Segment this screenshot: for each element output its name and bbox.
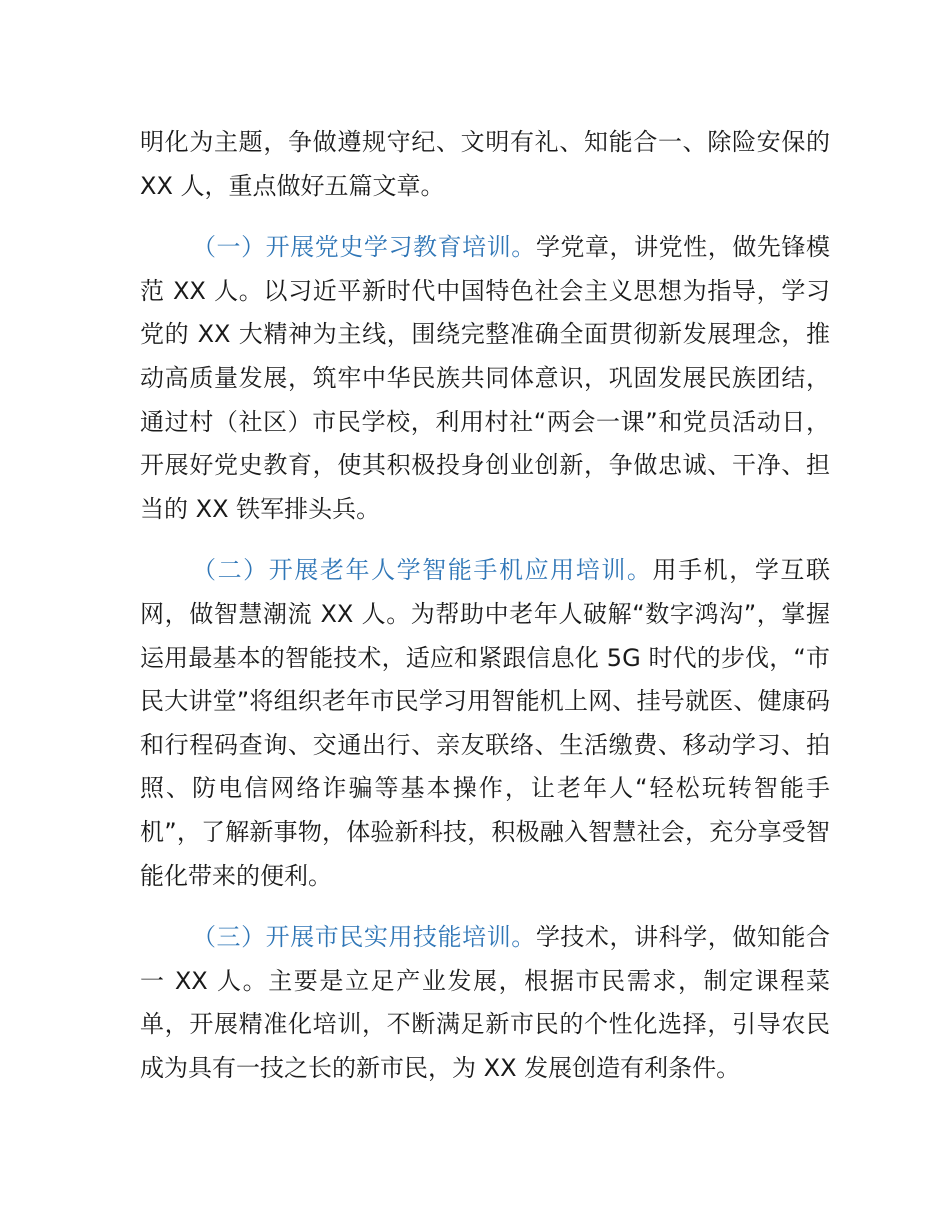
paragraph-body: 用手机，学互联网，做智慧潮流 XX 人。为帮助中老年人破解“数字鸿沟”，掌握运用最基本的智能技术，适应和紧跟信息化 5G 时代的步伐，“市民大讲堂”将组织老年市民学习用智能机上网、挂号就医、健康码和行程码查询、交通出行、亲友联络、生活缴费、移动学习、拍照、防电信网络诈骗等基本操作，让老年人“轻松玩转智能手机”，了解新事物，体验新科技，积极融入智慧社会，充分享受智能化带来的便利。 xyxy=(140,556,830,890)
paragraph-body: 明化为主题，争做遵规守纪、文明有礼、知能合一、除险安保的 XX 人，重点做好五篇文章。 xyxy=(140,128,830,200)
paragraph-body: 学党章，讲党性，做先锋模范 XX 人。以习近平新时代中国特色社会主义思想为指导，学习党的 XX 大精神为主线，围绕完整准确全面贯彻新发展理念，推动高质量发展，筑牢中华民族共同体意识，巩固发展民族团结，通过村（社区）市民学校，利用村社“两会一课”和党员活动日，开展好党史教育，使其积极投身创业创新，争做忠诚、干净、担当的 XX 铁军排头兵。 xyxy=(140,233,831,523)
section-heading-2: （二）开展老年人学智能手机应用培训。 xyxy=(192,556,653,585)
document-body xyxy=(140,121,830,1090)
paragraph-body: 学技术，讲科学，做知能合一 XX 人。主要是立足产业发展，根据市民需求，制定课程菜单，开展精准化培训，不断满足新市民的个性化选择，引导农民成为具有一技之长的新市民，为 XX 发展创造有利条件。 xyxy=(140,923,831,1082)
paragraph-intro-continuation xyxy=(140,121,830,208)
paragraph-section-3 xyxy=(140,916,830,1090)
paragraph-section-2 xyxy=(140,549,830,898)
section-heading-1: （一）开展党史学习教育培训。 xyxy=(192,233,536,262)
paragraph-section-1 xyxy=(140,226,830,531)
section-heading-3: （三）开展市民实用技能培训。 xyxy=(192,923,536,952)
